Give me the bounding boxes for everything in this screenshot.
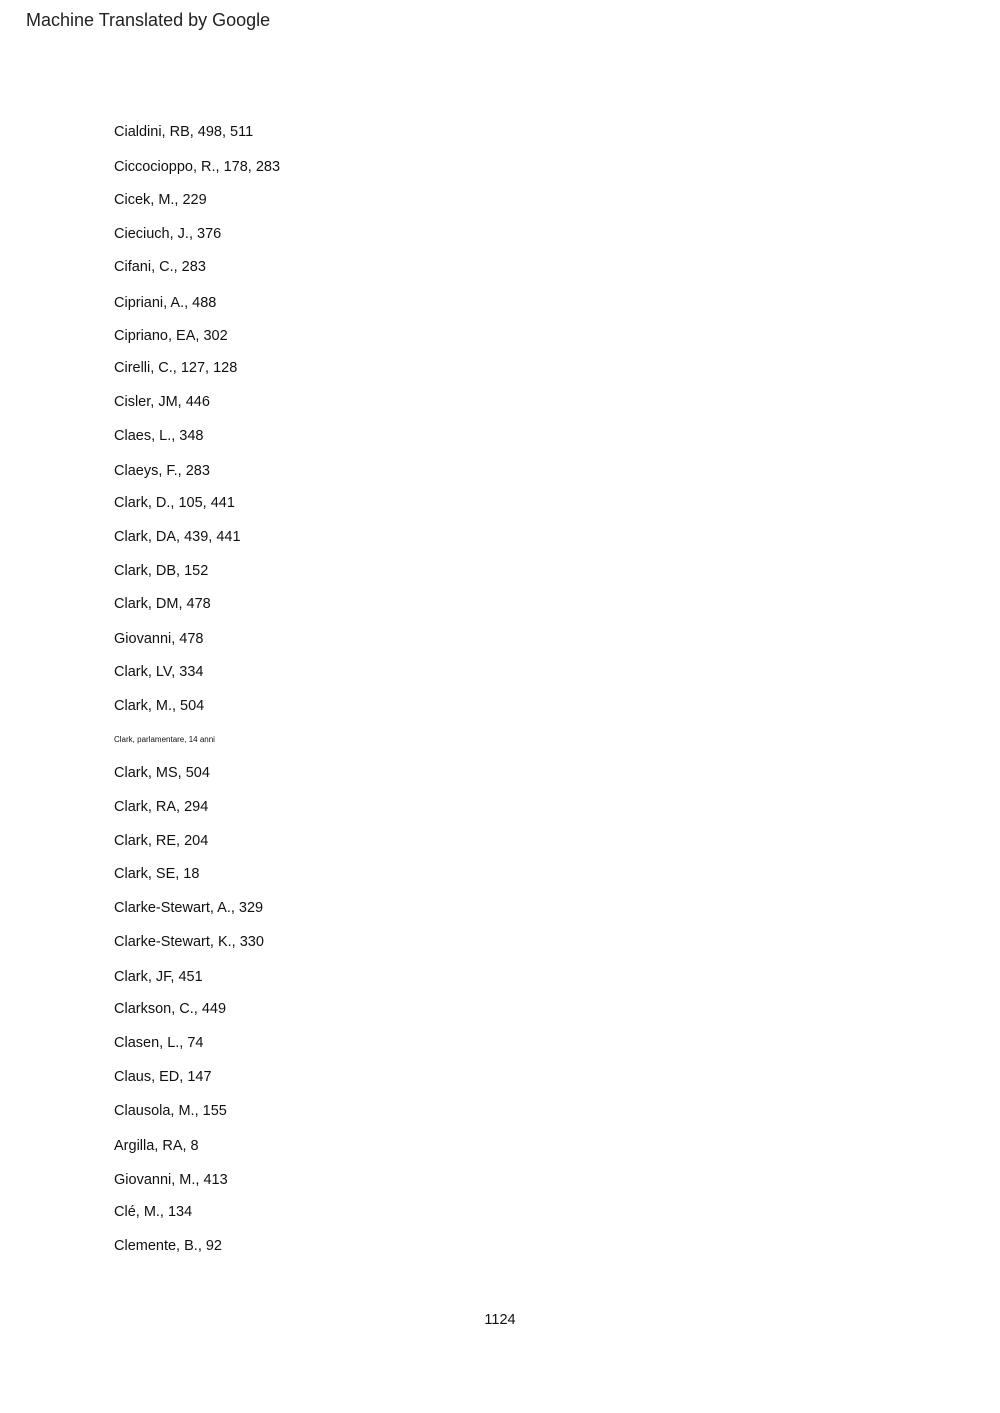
index-entry: Clark, M., 504 — [114, 698, 205, 714]
index-entry: Clark, JF, 451 — [114, 969, 203, 985]
index-entry: Giovanni, M., 413 — [114, 1172, 228, 1188]
machine-translation-banner: Machine Translated by Google — [26, 10, 271, 30]
index-entry: Cipriani, A., 488 — [114, 295, 217, 311]
index-entry: Claeys, F., 283 — [114, 463, 210, 479]
index-entry: Clark, parlamentare, 14 anni — [114, 735, 215, 744]
index-entry: Clarke-Stewart, A., 329 — [114, 900, 264, 916]
index-entry: Cipriano, EA, 302 — [114, 328, 228, 344]
index-entry: Clark, D., 105, 441 — [114, 495, 235, 511]
index-entry: Clarkson, C., 449 — [114, 1001, 227, 1017]
index-entry: Clark, DA, 439, 441 — [114, 529, 241, 545]
index-entry: Clark, DM, 478 — [114, 596, 211, 612]
index-entry: Claes, L., 348 — [114, 428, 204, 444]
index-entry: Clark, LV, 334 — [114, 664, 204, 680]
index-entry: Clark, RA, 294 — [114, 799, 209, 815]
index-entry: Cialdini, RB, 498, 511 — [114, 124, 254, 140]
index-entry: Clarke-Stewart, K., 330 — [114, 934, 264, 950]
index-entry: Clemente, B., 92 — [114, 1238, 222, 1254]
index-entry: Clausola, M., 155 — [114, 1103, 227, 1119]
index-entry: Ciccocioppo, R., 178, 283 — [114, 159, 281, 175]
index-entry: Clark, DB, 152 — [114, 563, 209, 579]
index-entry: Cicek, M., 229 — [114, 192, 207, 208]
page-number: 1124 — [484, 1312, 516, 1328]
index-entry: Argilla, RA, 8 — [114, 1138, 199, 1154]
index-entry: Clé, M., 134 — [114, 1204, 193, 1220]
index-entry: Cisler, JM, 446 — [114, 394, 210, 410]
index-entry: Clark, RE, 204 — [114, 833, 209, 849]
index-entry: Giovanni, 478 — [114, 631, 204, 647]
index-entry: Cieciuch, J., 376 — [114, 226, 222, 242]
index-entry: Cifani, C., 283 — [114, 259, 206, 275]
index-entry: Cirelli, C., 127, 128 — [114, 360, 238, 376]
index-entry: Claus, ED, 147 — [114, 1069, 212, 1085]
index-entry: Clasen, L., 74 — [114, 1035, 204, 1051]
index-entry: Clark, MS, 504 — [114, 765, 210, 781]
index-entry: Clark, SE, 18 — [114, 866, 200, 882]
